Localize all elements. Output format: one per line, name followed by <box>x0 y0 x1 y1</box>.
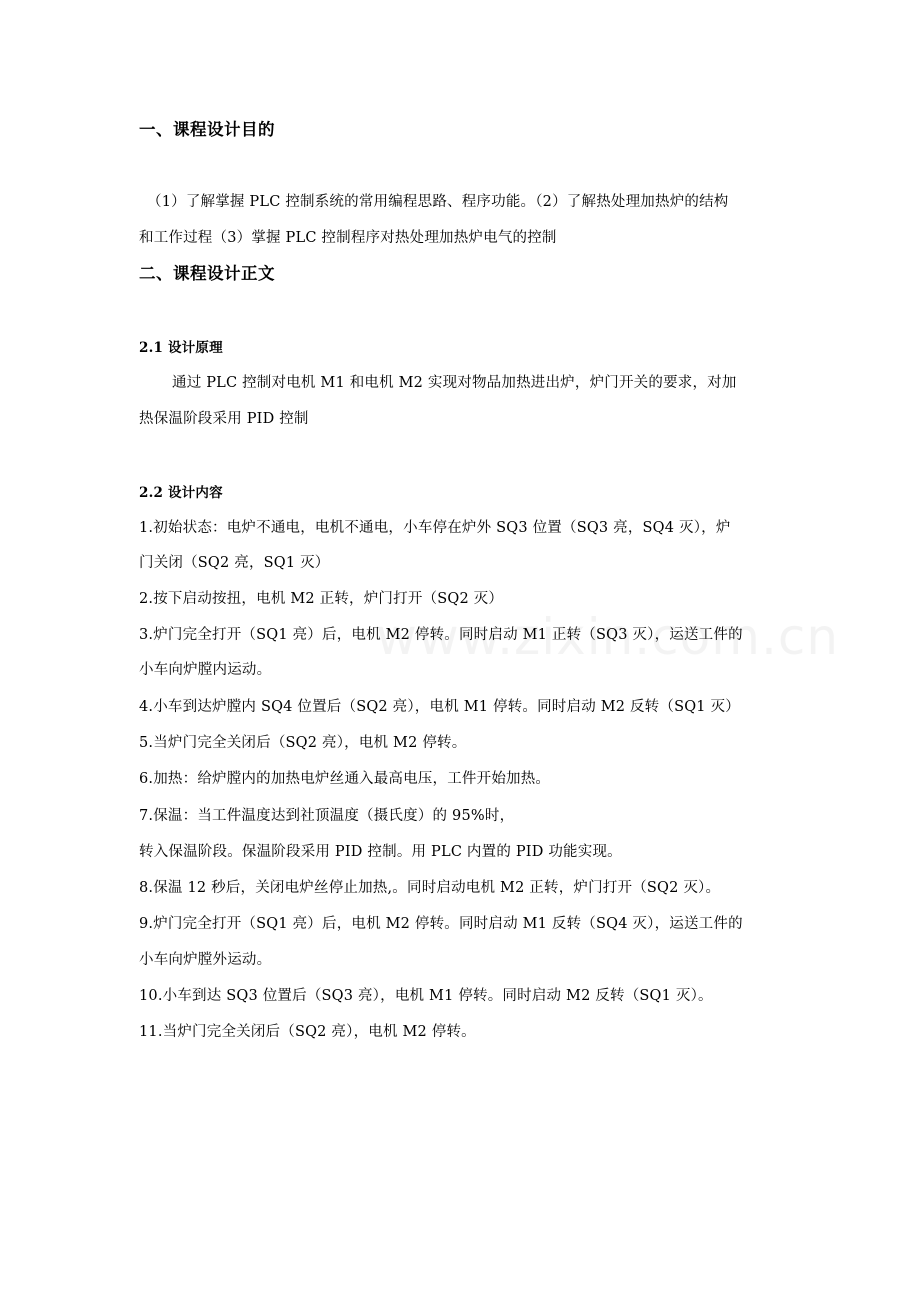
principle-heading: 2.1 设计原理 <box>139 340 223 356</box>
content-line: 6.加热：给炉膛内的加热电炉丝通入最高电压，工件开始加热。 <box>139 771 551 787</box>
purpose-line-1: （1）了解掌握 PLC 控制系统的常用编程思路、程序功能。（2）了解热处理加热炉的结构 <box>147 194 729 210</box>
content-line: 9.炉门完全打开（SQ1 亮）后，电机 M2 停转。同时启动 M1 反转（SQ4 灭），运送工件的 <box>139 916 743 932</box>
section1-title: 一、课程设计目的 <box>139 120 275 139</box>
purpose-line-2: 和工作过程（3）掌握 PLC 控制程序对热处理加热炉电气的控制 <box>139 230 557 246</box>
content-heading: 2.2 设计内容 <box>139 485 223 501</box>
content-line: 2.按下启动按扭，电机 M2 正转，炉门打开（SQ2 灭） <box>139 591 504 607</box>
principle-line-1: 通过 PLC 控制对电机 M1 和电机 M2 实现对物品加热进出炉，炉门开关的要求，对加 <box>172 375 737 391</box>
content-line: 小车向炉膛外运动。 <box>139 952 272 968</box>
content-line: 小车向炉膛内运动。 <box>139 662 272 678</box>
content-line: 门关闭（SQ2 亮，SQ1 灭） <box>139 555 330 571</box>
section2-title: 二、课程设计正文 <box>139 264 275 283</box>
content-line: 11.当炉门完全关闭后（SQ2 亮），电机 M2 停转。 <box>139 1024 476 1040</box>
content-line: 4.小车到达炉膛内 SQ4 位置后（SQ2 亮），电机 M1 停转。同时启动 M2 反转（SQ1 灭） <box>139 699 740 715</box>
content-line: 3.炉门完全打开（SQ1 亮）后，电机 M2 停转。同时启动 M1 正转（SQ3 灭），运送工件的 <box>139 627 743 643</box>
principle-line-2: 热保温阶段采用 PID 控制 <box>139 411 309 427</box>
content-line: 8.保温 12 秒后，关闭电炉丝停止加热,。同时启动电机 M2 正转，炉门打开（SQ2 灭）。 <box>139 880 721 896</box>
content-line: 7.保温：当工件温度达到社顶温度（摄氏度）的 95%时， <box>139 808 515 824</box>
content-line: 1.初始状态：电炉不通电，电机不通电，小车停在炉外 SQ3 位置（SQ3 亮，SQ4 灭），炉 <box>139 520 731 536</box>
content-line: 10.小车到达 SQ3 位置后（SQ3 亮），电机 M1 停转。同时启动 M2 反转（SQ1 灭）。 <box>139 988 713 1004</box>
content-line: 转入保温阶段。保温阶段采用 PID 控制。用 PLC 内置的 PID 功能实现。 <box>139 844 622 860</box>
content-line: 5.当炉门完全关闭后（SQ2 亮），电机 M2 停转。 <box>139 735 467 751</box>
